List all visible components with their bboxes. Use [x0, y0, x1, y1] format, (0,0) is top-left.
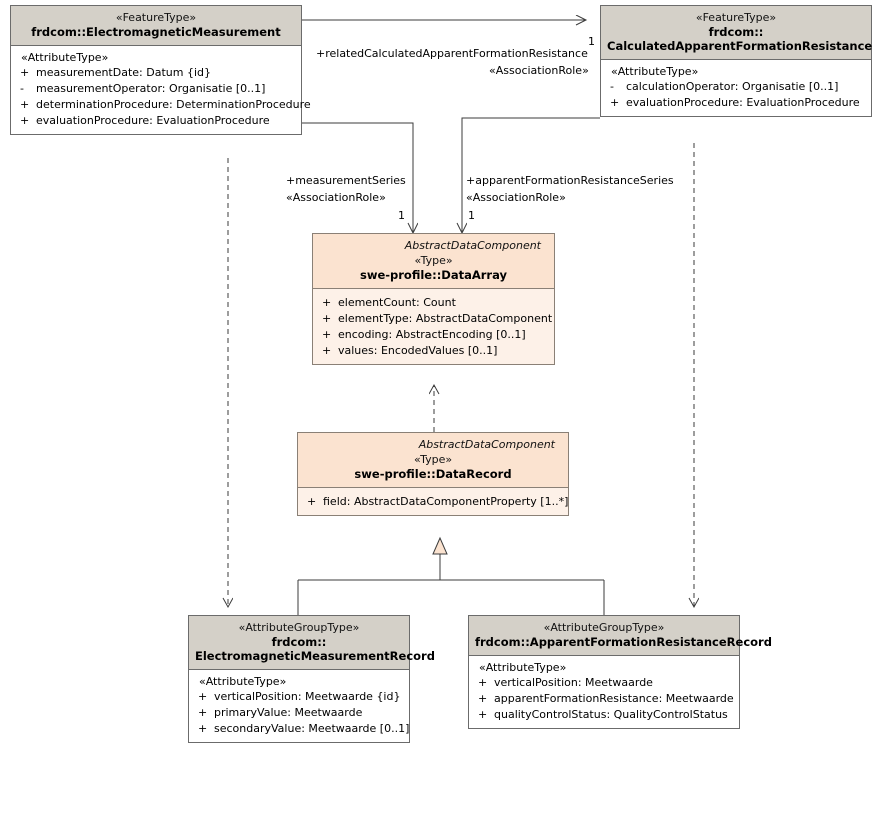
attribute-row [304, 494, 569, 510]
class-header [11, 6, 301, 46]
visibility-marker: + [198, 722, 208, 735]
visibility-marker: - [610, 80, 614, 93]
association-stereotype-measurement-series: «AssociationRole» [286, 191, 386, 204]
visibility-marker: + [20, 114, 30, 127]
multiplicity-afr-series: 1 [468, 209, 475, 222]
attribute-row [475, 675, 735, 691]
class-header [298, 433, 568, 488]
association-role-measurement-series: +measurementSeries [286, 174, 406, 187]
visibility-marker: + [610, 96, 620, 109]
visibility-marker: + [198, 706, 208, 719]
attribute-group-stereotype: «AttributeType» [611, 65, 699, 78]
class-header [313, 234, 554, 289]
class-header [189, 616, 435, 670]
attribute-text: apparentFormationResistance: Meetwaarde [494, 692, 734, 705]
class-name: swe-profile::DataRecord [354, 467, 512, 481]
association-stereotype-related-cafr: «AssociationRole» [489, 64, 589, 77]
attribute-compartment [601, 60, 871, 116]
class-stereotype: «AttributeGroupType» [238, 621, 360, 634]
attribute-row [17, 65, 297, 81]
class-calculated-apparent-formation-resistance[interactable] [600, 5, 872, 117]
class-name-line-2: CalculatedApparentFormationResistance [607, 39, 873, 53]
visibility-marker: + [322, 328, 332, 341]
class-stereotype: «Type» [414, 254, 453, 267]
attribute-text: elementType: AbstractDataComponent [338, 312, 553, 325]
attribute-text: elementCount: Count [338, 296, 456, 309]
attribute-text: determinationProcedure: DeterminationProcedure [36, 98, 311, 111]
visibility-marker: + [20, 98, 30, 111]
attribute-text: evaluationProcedure: EvaluationProcedure [626, 96, 860, 109]
attribute-row [607, 95, 867, 111]
class-name-line-1: frdcom:: [708, 25, 764, 39]
attribute-text: secondaryValue: Meetwaarde [0..1] [214, 722, 410, 735]
class-data-array[interactable] [312, 233, 555, 365]
attribute-row [319, 327, 550, 343]
attribute-text: verticalPosition: Meetwaarde {id} [214, 690, 401, 703]
class-header [469, 616, 772, 656]
class-data-record[interactable] [297, 432, 569, 516]
association-role-afr-series: +apparentFormationResistanceSeries [466, 174, 674, 187]
attribute-group-stereotype: «AttributeType» [199, 675, 287, 688]
class-name: frdcom::ApparentFormationResistanceRecord [475, 635, 772, 649]
attribute-row [475, 707, 735, 723]
abstract-supertype-label: AbstractDataComponent [418, 438, 555, 451]
attribute-row [475, 691, 735, 707]
class-stereotype: «Type» [413, 453, 453, 466]
attribute-compartment [469, 656, 739, 728]
attribute-compartment [298, 488, 568, 515]
class-apparent-formation-resistance-record[interactable] [468, 615, 772, 729]
attribute-compartment [189, 670, 409, 742]
multiplicity-measurement-series: 1 [398, 209, 405, 222]
class-electromagnetic-measurement-record[interactable] [188, 615, 435, 743]
abstract-supertype-label: AbstractDataComponent [404, 239, 541, 252]
attribute-group-stereotype: «AttributeType» [21, 51, 109, 64]
class-name: frdcom::ElectromagneticMeasurement [31, 25, 281, 39]
visibility-marker: + [307, 495, 317, 508]
class-electromagnetic-measurement[interactable] [10, 5, 311, 135]
visibility-marker: - [20, 82, 24, 95]
class-stereotype: «FeatureType» [115, 11, 197, 24]
attribute-row [607, 79, 867, 95]
attribute-text: values: EncodedValues [0..1] [338, 344, 498, 357]
attribute-group-stereotype: «AttributeType» [479, 661, 567, 674]
attribute-row [17, 113, 297, 129]
class-stereotype: «FeatureType» [695, 11, 777, 24]
class-name-line-1: frdcom:: [271, 635, 327, 649]
visibility-marker: + [322, 312, 332, 325]
visibility-marker: + [478, 676, 488, 689]
visibility-marker: + [478, 708, 488, 721]
attribute-text: field: AbstractDataComponentProperty [1..*] [323, 495, 569, 508]
attribute-text: primaryValue: Meetwaarde [214, 706, 363, 719]
attribute-row [319, 343, 550, 359]
attribute-row [319, 295, 550, 311]
attribute-text: encoding: AbstractEncoding [0..1] [338, 328, 526, 341]
attribute-text: evaluationProcedure: EvaluationProcedure [36, 114, 270, 127]
attribute-text: measurementDate: Datum {id} [36, 66, 211, 79]
visibility-marker: + [322, 344, 332, 357]
attribute-compartment [313, 289, 554, 364]
attribute-text: qualityControlStatus: QualityControlStatus [494, 708, 728, 721]
attribute-row [319, 311, 553, 327]
visibility-marker: + [322, 296, 332, 309]
attribute-row [195, 721, 410, 737]
attribute-row [195, 705, 405, 721]
attribute-compartment [11, 46, 311, 134]
attribute-row [17, 97, 311, 113]
visibility-marker: + [198, 690, 208, 703]
attribute-text: verticalPosition: Meetwaarde [494, 676, 653, 689]
multiplicity-related-cafr: 1 [588, 35, 595, 48]
attribute-row [195, 689, 405, 705]
class-header [601, 6, 871, 60]
attribute-text: calculationOperator: Organisatie [0..1] [626, 80, 839, 93]
class-stereotype: «AttributeGroupType» [543, 621, 665, 634]
visibility-marker: + [20, 66, 30, 79]
class-name: swe-profile::DataArray [359, 268, 508, 282]
visibility-marker: + [478, 692, 488, 705]
class-name-line-2: ElectromagneticMeasurementRecord [195, 649, 435, 663]
attribute-row [17, 81, 297, 97]
association-role-related-cafr: +relatedCalculatedApparentFormationResistance [316, 47, 588, 60]
attribute-text: measurementOperator: Organisatie [0..1] [36, 82, 266, 95]
association-stereotype-afr-series: «AssociationRole» [466, 191, 566, 204]
